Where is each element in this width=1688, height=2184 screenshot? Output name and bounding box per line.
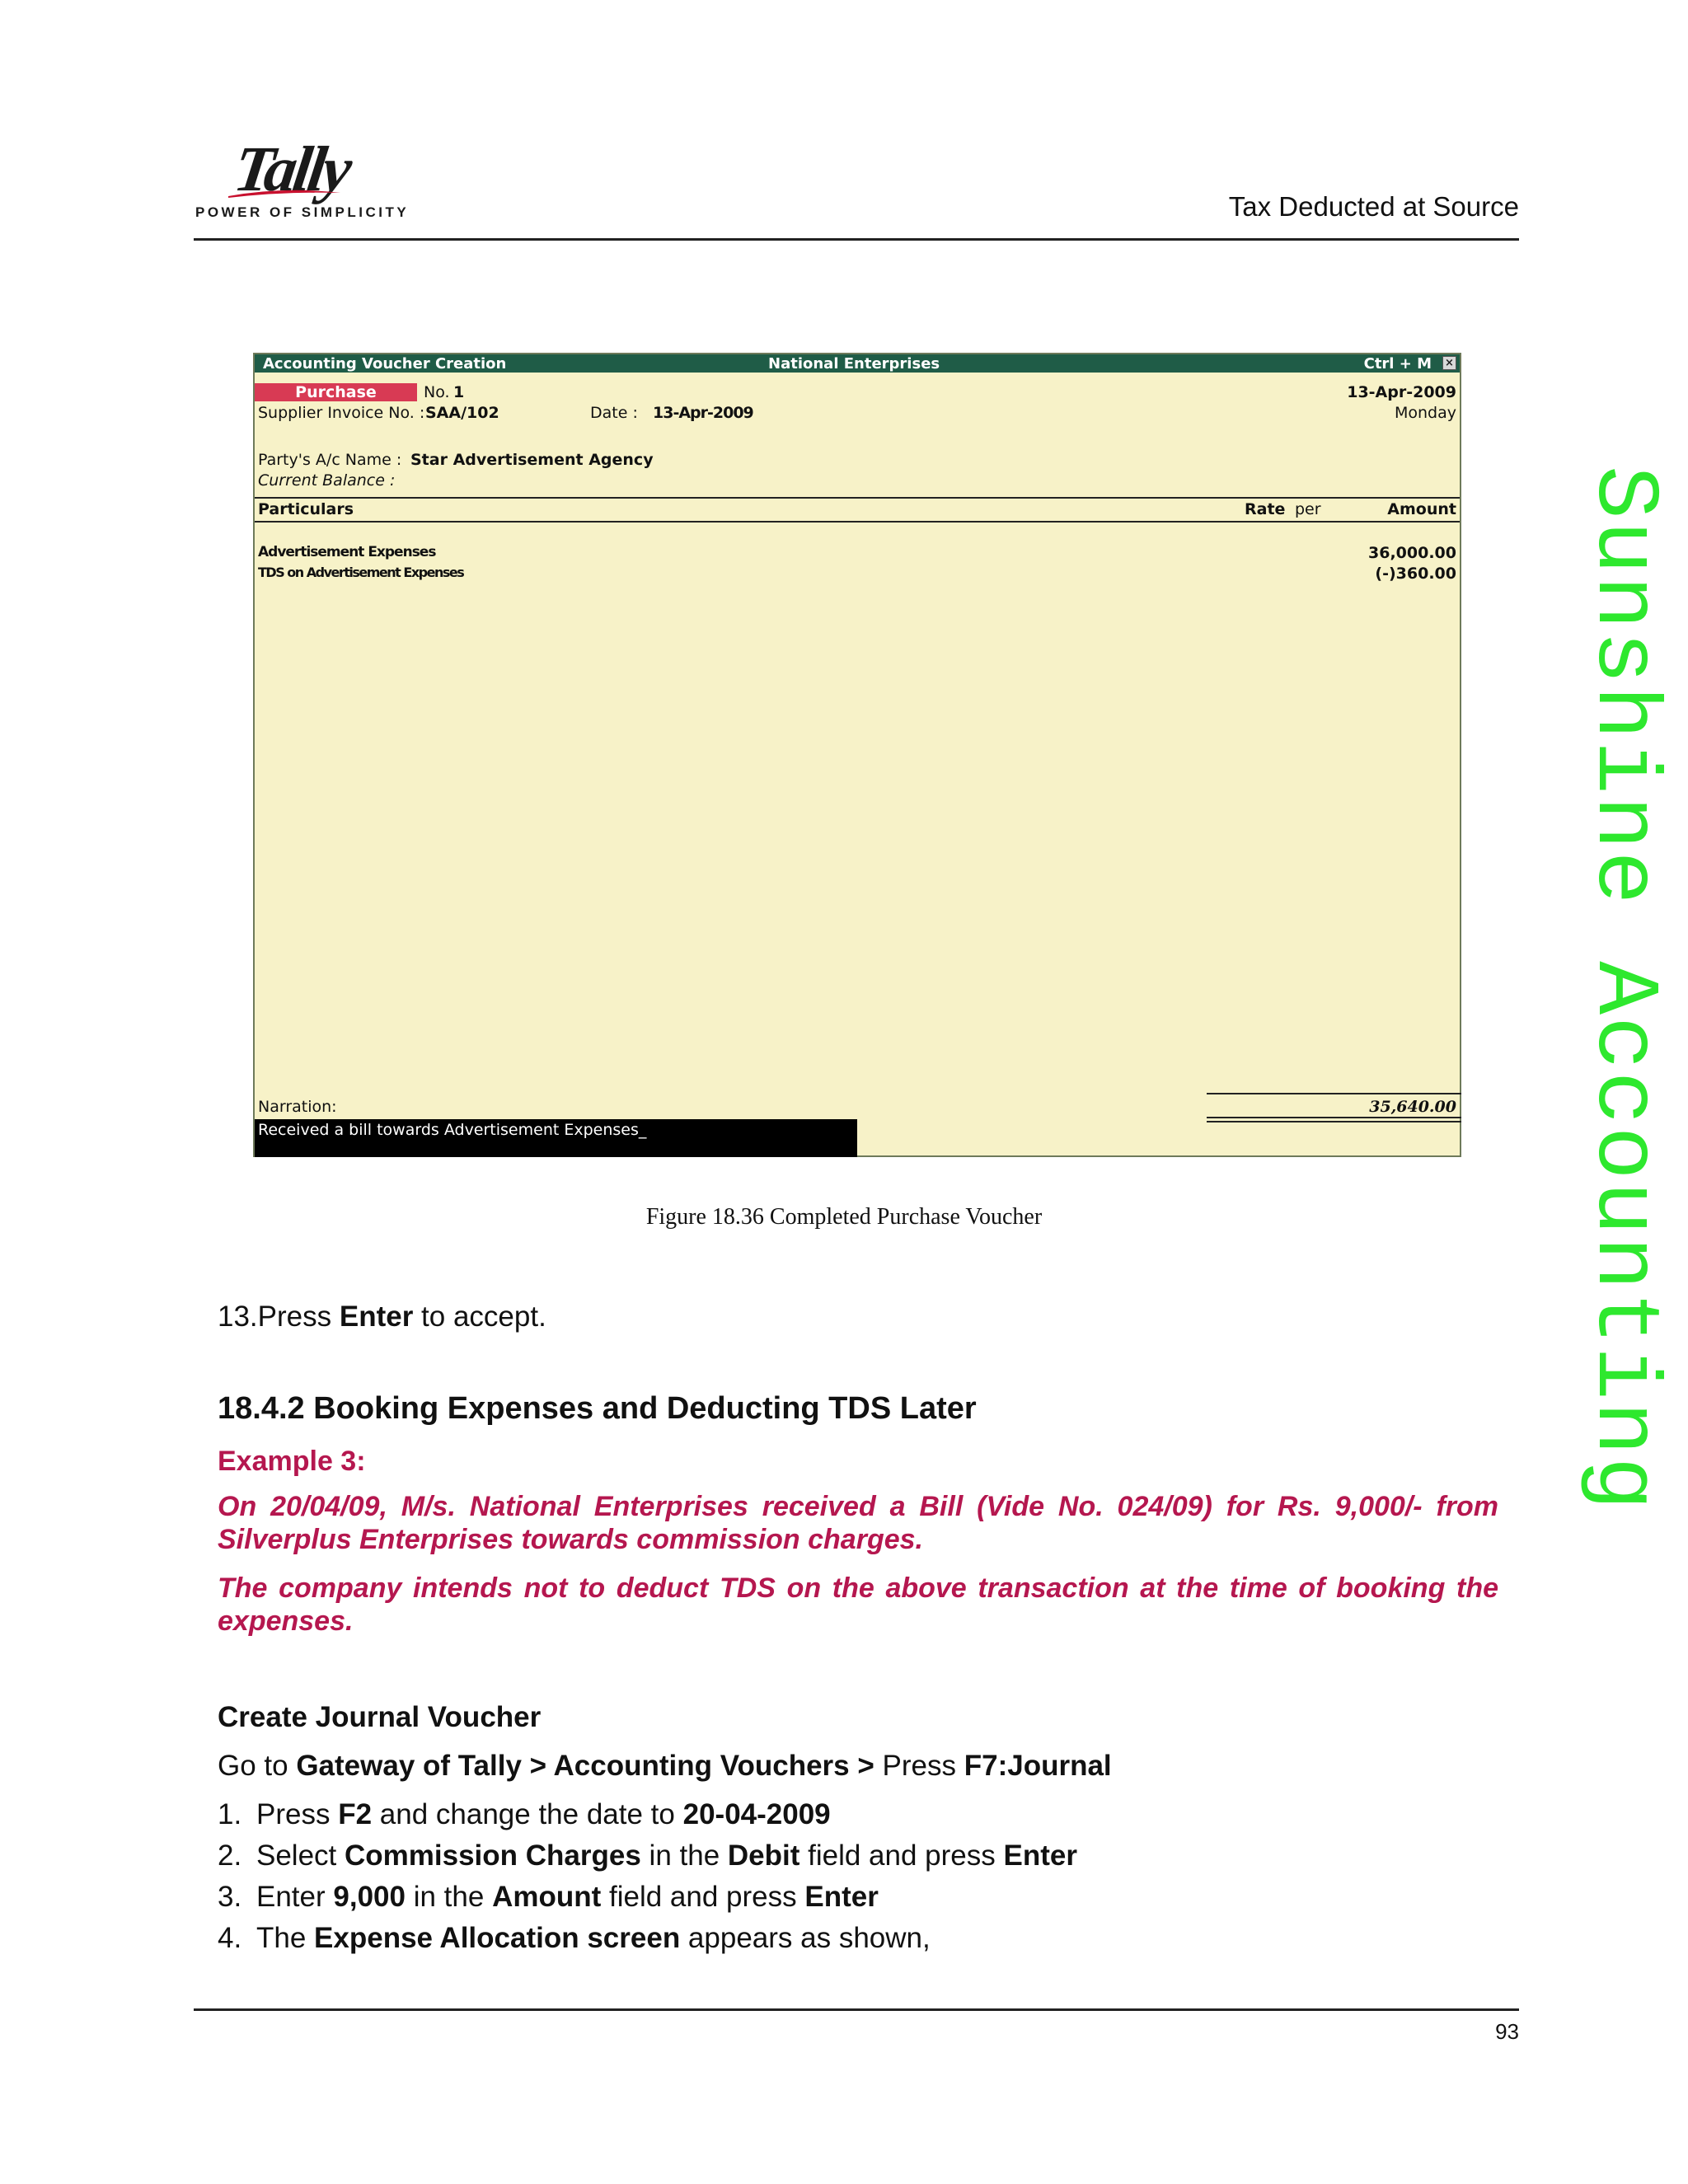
subheading: Create Journal Voucher <box>218 1701 542 1733</box>
narration-label: Narration: <box>258 1098 337 1116</box>
list-item-emphasis: Enter <box>1003 1840 1077 1872</box>
supplier-invoice-field[interactable]: SAA/102 <box>425 404 499 422</box>
logo-word: Tally <box>229 133 354 204</box>
supplier-invoice-label: Supplier Invoice No. : <box>258 404 425 422</box>
list-item-emphasis: F2 <box>338 1798 373 1830</box>
list-item-text: in the <box>405 1881 493 1913</box>
list-item-emphasis: Expense Allocation screen <box>314 1922 681 1954</box>
list-item-text: Enter <box>256 1881 334 1913</box>
supplier-date-field[interactable]: 13-Apr-2009 <box>653 404 753 422</box>
list-item-number: 2. <box>218 1840 242 1872</box>
list-item-text: and change the date to <box>372 1798 683 1830</box>
list-item-emphasis: Debit <box>727 1840 800 1872</box>
list-item-emphasis: 20-04-2009 <box>682 1798 831 1830</box>
list-item-text: Select <box>256 1840 345 1872</box>
list-item <box>218 1922 931 1955</box>
step-13-text-end: to accept. <box>413 1301 546 1333</box>
party-label: Party's A/c Name : <box>258 451 402 469</box>
section-heading: 18.4.2 Booking Expenses and Deducting TDS Later <box>218 1391 977 1426</box>
list-item-number: 3. <box>218 1881 242 1913</box>
voucher-type[interactable]: Purchase <box>255 383 417 401</box>
list-item-text: field and press <box>799 1840 1004 1872</box>
watermark: Sunshine Accounting <box>1573 466 1673 1512</box>
voucher-no-label: No. <box>424 383 450 401</box>
step-13-key: Enter <box>339 1301 414 1333</box>
shortcut-label: Ctrl + M <box>1363 355 1432 373</box>
screen-titlebar <box>255 354 1460 373</box>
voucher-day: Monday <box>1394 404 1456 422</box>
total-top-rule <box>1207 1093 1461 1094</box>
screen-title: Accounting Voucher Creation <box>263 355 507 373</box>
list-item <box>218 1881 879 1914</box>
table-row-particular[interactable]: Advertisement Expenses <box>258 544 436 560</box>
total-bottom-rule <box>1207 1117 1461 1118</box>
voucher-no-value[interactable]: 1 <box>453 383 465 401</box>
current-balance-label: Current Balance : <box>258 471 396 490</box>
goto-instruction <box>218 1750 1112 1783</box>
table-row-amount[interactable]: 36,000.00 <box>1368 544 1456 562</box>
tally-logo <box>194 132 410 223</box>
list-item-text: field and press <box>601 1881 805 1913</box>
list-item-number: 1. <box>218 1798 242 1830</box>
logo-swoosh-icon <box>227 188 342 199</box>
example-title: Example 3: <box>218 1446 366 1477</box>
voucher-total: 35,640.00 <box>1369 1098 1456 1116</box>
close-icon[interactable]: × <box>1442 356 1456 370</box>
column-rate: Rate <box>1245 500 1286 518</box>
total-double-rule <box>1207 1121 1461 1122</box>
column-header-bottom-rule <box>255 521 1460 523</box>
list-item-text: Press <box>256 1798 339 1830</box>
voucher-screen <box>253 353 1461 1157</box>
list-item-emphasis: 9,000 <box>333 1881 406 1913</box>
step-13-text: 13.Press <box>218 1301 340 1333</box>
figure-caption: Figure 18.36 Completed Purchase Voucher <box>645 1204 1043 1230</box>
table-row-amount[interactable]: (-)360.00 <box>1375 565 1456 583</box>
voucher-date[interactable]: 13-Apr-2009 <box>1347 383 1456 401</box>
list-item-number: 4. <box>218 1922 242 1954</box>
footer-rule <box>194 2008 1519 2011</box>
column-particulars: Particulars <box>258 500 354 518</box>
date-label: Date : <box>590 404 638 422</box>
goto-key: F7:Journal <box>964 1750 1112 1782</box>
company-name: National Enterprises <box>768 355 940 373</box>
page-number: 93 <box>1495 2019 1519 2044</box>
header-rule <box>194 238 1519 241</box>
column-amount: Amount <box>1387 500 1456 518</box>
example-paragraph-2: The company intends not to deduct TDS on the above transaction at the time of booking the expenses. <box>218 1572 1498 1637</box>
list-item-text: The <box>256 1922 315 1954</box>
narration-field[interactable]: Received a bill towards Advertisement Expenses_ <box>255 1119 857 1157</box>
section-name: Tax Deducted at Source <box>1228 191 1519 222</box>
list-item-text: appears as shown, <box>680 1922 931 1954</box>
party-field[interactable]: Star Advertisement Agency <box>410 451 654 469</box>
goto-text: Go to <box>218 1750 297 1782</box>
list-item-emphasis: Amount <box>492 1881 602 1913</box>
list-item <box>218 1840 1077 1872</box>
table-row-particular[interactable]: TDS on Advertisement Expenses <box>258 565 464 580</box>
list-item <box>218 1798 831 1831</box>
list-item-text: in the <box>640 1840 728 1872</box>
goto-text-2: Press <box>874 1750 964 1782</box>
list-item-emphasis: Enter <box>804 1881 879 1913</box>
goto-path: Gateway of Tally > Accounting Vouchers > <box>296 1750 874 1782</box>
column-per: per <box>1295 500 1321 518</box>
column-header-top-rule <box>255 497 1460 499</box>
example-paragraph-1: On 20/04/09, M/s. National Enterprises received a Bill (Vide No. 024/09) for Rs. 9,000/- from Silverplus Enterprises towards commission charges. <box>218 1491 1498 1555</box>
logo-tagline: POWER OF SIMPLICITY <box>195 204 410 220</box>
step-13 <box>218 1301 546 1333</box>
list-item-emphasis: Commission Charges <box>345 1840 641 1872</box>
